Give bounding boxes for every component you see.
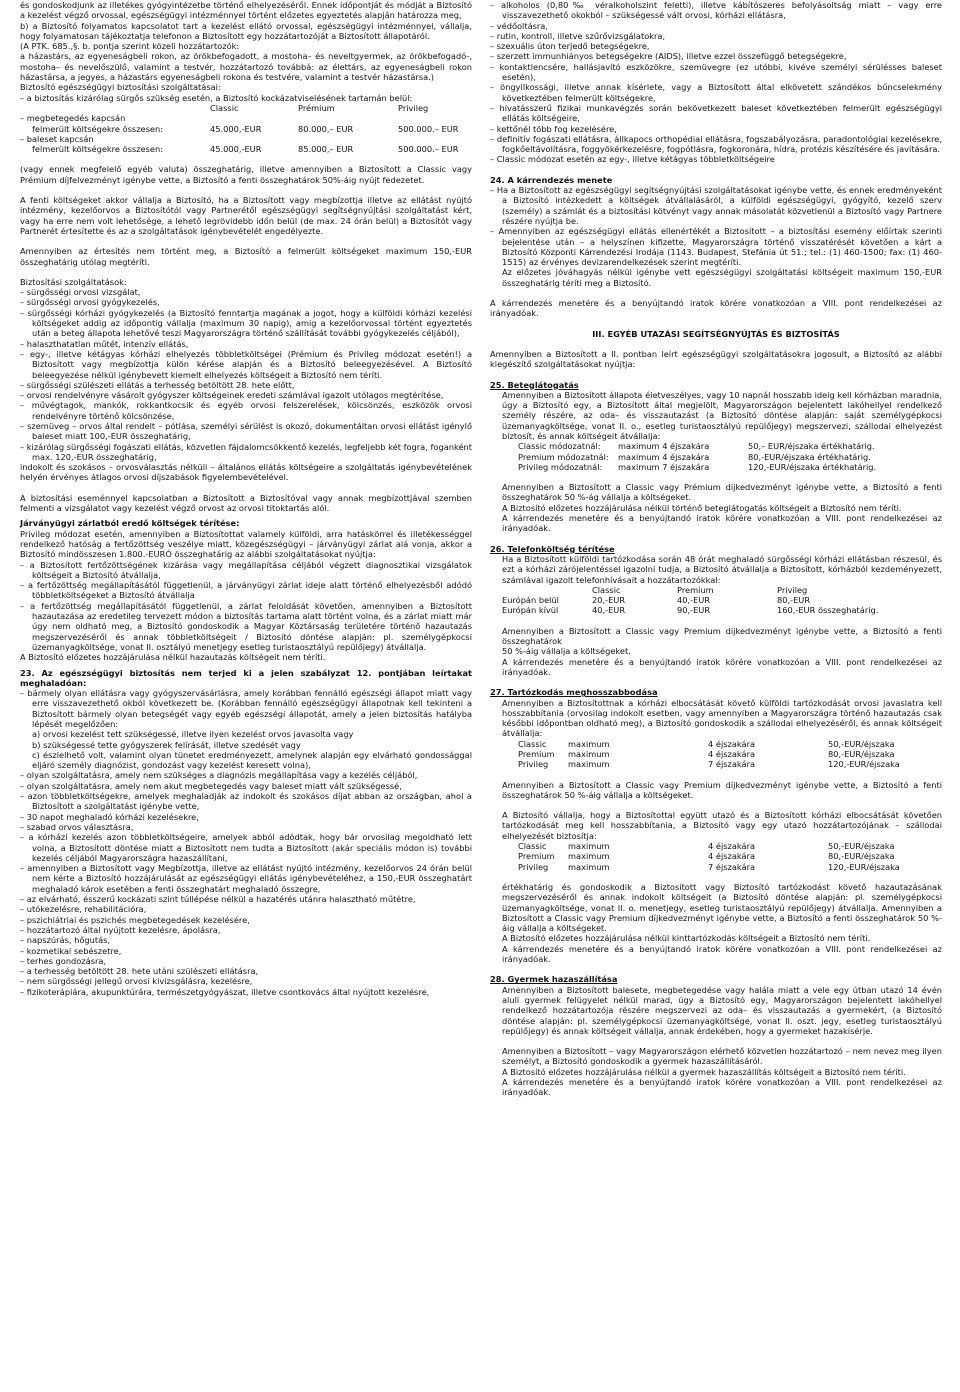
table-header-cell: Premium bbox=[677, 584, 714, 595]
table-cell: 80,-EUR/éjszaka bbox=[828, 851, 895, 862]
table-row bbox=[518, 851, 942, 861]
table-cell: maximum bbox=[568, 841, 610, 852]
list-item: – bármely olyan ellátásra vagy gyógyszervásárlásra, amely korábban fennálló egészségi állapot miatt vagy erre visszavezethető okból következett be. (Korábban fennálló egészségügyi állapotnak kell tekinteni a Biztosított bármely olyan betegségét vagy egyéb egészségi állapotát, amely a jelen biztosítás hatályba lépését megelőzően: bbox=[20, 688, 472, 729]
table-cell: Classic bbox=[518, 841, 547, 852]
paragraph: Biztosító egészségügyi biztosítási szolgáltatásai: bbox=[20, 82, 221, 93]
table-cell: maximum bbox=[568, 861, 610, 872]
list-item: – szabad orvos választásra, bbox=[20, 821, 134, 832]
table-row bbox=[518, 452, 942, 462]
table-header-cell: Classic bbox=[592, 584, 621, 595]
paragraph: Az előzetes jóváhagyás nélkül igénybe vett egészségügyi szolgáltatási költségeit maximum 150,-EUR összeghatárig téríti meg a Biztosító. bbox=[502, 267, 942, 288]
table-cell: 40,-EUR bbox=[592, 605, 626, 616]
paragraph: Amennyiben a Biztosított a Classic vagy Premium díjkedvezményt igénybe vette, a Biztosító a fenti összeghatárok 50 %-áig vállalja a költségeket. bbox=[502, 779, 942, 800]
col-premium: Prémium bbox=[298, 102, 335, 113]
table-cell: Privileg módozatnál: bbox=[518, 461, 603, 472]
table-cell: 120,-EUR/éjszaka bbox=[828, 861, 900, 872]
section-heading: 27. Tartózkodás meghosszabbodása bbox=[490, 687, 658, 698]
list-item: – definitív fogászati ellátásra, állkapocs orthopédiai ellátásra, fogszabályozásra, paradontológiai kezelésekre, fogkőeltávolításra, foggyökérkezelésre, fogpótlásra, fogkoronára, hídra, protézis készítésére és javítására. bbox=[490, 133, 942, 155]
table-row bbox=[502, 605, 942, 615]
paragraph: Amennyiben a Biztosított állapota életveszélyes, vagy 10 napnál hosszabb ideig kell kórházban maradnia, úgy a Biztosító egy, a Biztosított által megjelölt, Magyarországon bejelentett lakóhellyel rendelkező személy részére, az oda– és visszautazást (a Biztosító döntése alapján: saját személygépkocsi üzemanyagköltsége, vonat II. o., esetleg turistaosztályú repülőjegy) megszervezi, szállodai elhelyezést biztosít, és annak költségeit átvállalja: bbox=[502, 389, 942, 441]
list-item: – hivatásszerű fizikai munkavégzés során bekövetkezett baleset következtében felmerült egészségügyi ellátás költségeire, bbox=[490, 102, 942, 124]
table-cell: maximum bbox=[568, 738, 610, 749]
list-item: – szemüveg – orvos által rendelt – pótlása, személyi sérülést is okozó, dokumentáltan orvosi ellátást igénylő baleset miatt 100,-EUR összeghatárig, bbox=[20, 420, 472, 442]
paragraph: Amennyiben a Biztosítottnak a kórházi elbocsátását követő külföldi tartózkodását orvosi javaslatra kell hosszabbítania (orvosilag indokolt esetben, vagy amennyiben a Magyarországra történő hazautazás csak későbbi időpontban oldható meg), a Biztosító gondoskodik a szállodai elhelyezéséről, és annak költségeit átvállalja: bbox=[502, 697, 942, 739]
visit-limits-table bbox=[490, 441, 942, 472]
limit-text: felmerült költségekre összesen: bbox=[32, 123, 164, 134]
companion-limits-table bbox=[490, 841, 942, 872]
list-item: – az elvárható, ésszerű kockázati szint túllépése nélkül a hazatérés utánra halasztható műtétre, bbox=[20, 894, 416, 905]
list-item: – nem sürgősségi jellegű orvosi kivizsgálásra, kezelésre, bbox=[20, 976, 253, 987]
list-item: – a kórházi kezelés azon többletköltségeire, amelyek abból adódtak, hogy bár orvosilag megoldható lett volna, a Biztosított döntése miatt a Biztosított nem tudta a Biztosított (akár speciális módon is) további kezelés céljából Magyarországra hazaszállítani, bbox=[20, 832, 472, 863]
table-cell: Classic bbox=[518, 738, 547, 749]
paragraph: A kárrendezés menetére és a benyújtandó iratok körére vonatkozóan a VIII. pont rendelkezései az irányadóak. bbox=[490, 298, 942, 319]
table-cell: Premium bbox=[518, 749, 555, 759]
list-item: – szerzett immunhiányos betegségekre (AIDS), illetve ezzel összefüggő betegségekre, bbox=[490, 51, 847, 62]
list-item: – a terhesség betöltött 28. hete utáni szülészeti ellátásra, bbox=[20, 966, 259, 977]
list-item: – hozzátartozó által nyújtott kezelésre, ápolásra, bbox=[20, 924, 221, 935]
table-cell: 50,-EUR/éjszaka bbox=[828, 841, 895, 852]
list-item: – alkoholos (0,80‰ véralkoholszint feletti), illetve kábítószeres befolyásoltság miatt – vagy erre visszavezethető okokból – szükségessé vált orvosi, kórházi ellátásra, bbox=[490, 0, 942, 21]
limits-row bbox=[20, 144, 472, 154]
table-row bbox=[518, 441, 942, 451]
limit-label: – baleset kapcsán bbox=[20, 133, 94, 144]
list-item: – sürgősségi orvosi gyógykezelés, bbox=[20, 297, 160, 308]
table-cell: Privileg bbox=[518, 861, 549, 872]
table-cell: 20,-EUR bbox=[592, 595, 626, 606]
table-row bbox=[518, 749, 942, 759]
phone-limits-table bbox=[490, 585, 942, 616]
table-cell: Premium bbox=[518, 851, 555, 862]
paragraph: A biztosítási eseménnyel kapcsolatban a Biztosított a Biztosítóval vagy annak megbízottjával szemben felmenti a vizsgálatot vagy kezelést végző orvost az orvosi titoktartás alól. bbox=[20, 492, 472, 514]
table-cell: Privileg bbox=[518, 759, 549, 770]
table-cell: 160,-EUR összeghatárig. bbox=[777, 605, 879, 616]
list-item: – olyan szolgáltatásra, amely nem akut megbetegedés vagy baleset miatt vált szükségessé, bbox=[20, 780, 402, 791]
list-item: – a biztosítás kizárólag sürgős szükség esetén, a Biztosító kockázatviselésének tartamán belül: bbox=[20, 92, 413, 103]
right-column bbox=[490, 0, 942, 1098]
list-item: – olyan szolgáltatásra, amely nem szükséges a diagnózis megállapítása vagy a kezelés céljából, bbox=[20, 770, 418, 781]
table-cell: 90,-EUR bbox=[677, 605, 711, 616]
table-cell: Premium módozatnál: bbox=[518, 451, 609, 462]
limits-header-row bbox=[20, 103, 472, 113]
table-header-cell: Privileg bbox=[777, 584, 808, 595]
list-item: – Ha a Biztosított az egészségügyi segítségnyújtási szolgáltatásokat igénybe vette, és ennek eredményeként a Biztosító intézkedett a költségek átvállalásáról, a külföldi egészségügyi, gyógyító, kezelő szerv (személy) a számlát és a biztosítási kötvényt vagy annak másolatát közvetlenül a Biztosító vagy Partnere részére nyújtja be. bbox=[490, 185, 942, 226]
list-item: – egy-, illetve kétágyas kórházi elhelyezés többletköltségei (Prémium és Privileg módozat esetén!) a Biztosított vagy megbízottja külön kérése alapján és a Biztosító beleegyezésével. A Biztosító beleegyezése nélkül igénybevett kiemelt elhelyezés költségeit a Biztosító nem téríti. bbox=[20, 348, 472, 380]
table-cell: 4 éjszakára bbox=[708, 841, 756, 852]
table-cell: maximum 7 éjszakára bbox=[618, 461, 710, 472]
limits-row bbox=[20, 124, 472, 134]
paragraph: A Biztosító előzetes hozzájárulása nélkül hazautazás költségeit nem téríti. bbox=[20, 652, 326, 663]
table-cell: maximum 4 éjszakára bbox=[618, 441, 710, 452]
table-cell: 80,-EUR bbox=[777, 595, 811, 606]
paragraph: A kárrendezés menetére és a benyújtandó iratok körére vonatkozóan a VIII. pont rendelkezései az irányadóak. bbox=[502, 1077, 942, 1098]
table-cell: 7 éjszakára bbox=[708, 759, 756, 770]
limit-text: felmerült költségekre összesen: bbox=[32, 144, 164, 155]
table-cell: 7 éjszakára bbox=[708, 861, 756, 872]
paragraph: a házastárs, az egyeneságbeli rokon, az örökbefogadott, a mostoha– és neveltgyermek, az örökbefogadó-, mostoha– és nevelőszülő, valamint a testvér, hozzátartozó továbbá: az élettárs, az egyeneságbeli rokon házastársa, a jegyes, a házastárs egyeneságbeli rokona és testvére, valamint a testvér házastársa.) bbox=[20, 51, 472, 83]
list-item: c) észlelhető volt, valamint olyan tünetet eredményezett, amelynek alapján egy elvárható gondossággal eljáró személy diagnózist, gondozást vagy kezelést keresett volna), bbox=[32, 749, 472, 771]
table-cell: 50,– EUR/éjszaka értékhatárig. bbox=[748, 441, 875, 452]
list-item: – szexuális úton terjedő betegségekre, bbox=[490, 41, 650, 52]
limit-privileg: 500.000.– EUR bbox=[398, 144, 459, 155]
list-item: – védőoltásra, bbox=[490, 20, 548, 31]
limit-classic: 45.000,-EUR bbox=[210, 144, 262, 155]
paragraph: Amennyiben a Biztosított a II. pontban leírt egészségügyi szolgáltatásokra jogosult, a Biztosító az alábbi kiegészítő szolgáltatásokat nyújtja: bbox=[490, 348, 942, 370]
list-item: – amennyiben a Biztosított vagy Megbízottja, illetve az ellátást nyújtó intézmény, kezelőorvos 24 órán belül nem kérte a Biztosító hozzájárulását az egészségügyi ellátás igénybevételéhez, a 150,-EUR összeghatárt meghaladó károk esetében a fenti összeghatárt meghaladó összegre, bbox=[20, 863, 472, 894]
section-heading: 24. A kárrendezés menete bbox=[490, 174, 613, 185]
left-column bbox=[20, 0, 472, 997]
col-privileg: Privileg bbox=[398, 102, 429, 113]
stay-limits-table bbox=[490, 739, 942, 770]
paragraph: Ha a Biztosított külföldi tartózkodása során 48 órát meghaladó sürgősségi kórházi ellátásban részesül, és ezt a kórházi zárójelentéssel igazolni tudja, a Biztosító átvállalja a Biztosított, kórházból kezdeményezett, számlával igazolt telefonhívásait a hozzátartozókkal: bbox=[502, 553, 942, 585]
list-item: – öngyilkossági, illetve annak kísérlete, vagy a Biztosított által elkövetett szándékos bűncselekmény következtében felmerült költségekre, bbox=[490, 82, 942, 103]
paragraph: (vagy ennek megfelelő egyéb valuta) összeghatárig, illetve amennyiben a Biztosított a Classic vagy Prémium díjfelvezményt igénybe vette, a Biztosító a fenti összeghatárok 50%-áig nyújt fedezetet. bbox=[20, 164, 472, 185]
table-cell: maximum bbox=[568, 749, 610, 759]
paragraph: Amennyiben a Biztosított – vagy Magyarországon elérhető közvetlen hozzátartozó – nem nevez meg ilyen személyt, a Biztosító gondoskodik a gyermek hazaszállításáról. bbox=[502, 1046, 942, 1067]
table-cell: 4 éjszakára bbox=[708, 851, 756, 862]
section-heading: 26. Telefonköltség térítése bbox=[490, 543, 615, 554]
list-item: – kozmetikai sebészetre, bbox=[20, 945, 122, 956]
list-item: – művégtagok, mankók, rokkantkocsik és egyéb orvosi felszerelések, kölcsönzés, eszközök orvosi rendelvényre történő kölcsönzése, bbox=[20, 400, 472, 421]
list-item: a) orvosi kezelést tett szükségessé, illetve ilyen kezelést orvos javasolta vagy bbox=[32, 729, 354, 740]
paragraph: b) a Biztosító folyamatos kapcsolatot tart a kezelést ellátó orvossal, egészségügyi intézménnyel, vállalja, hogy folyamatosan tájékoztatja telefonon a Biztosított egy hozzátartozóját a Biztosított állapotáról. bbox=[20, 20, 472, 41]
paragraph: A Biztosító előzetes hozzájárulása nélkül a gyermek hazaszállítás költségeit a Biztosító nem téríti. bbox=[502, 1066, 906, 1077]
table-row bbox=[518, 462, 942, 472]
list-item: – napszúrás, hőgutás, bbox=[20, 935, 111, 946]
list-item: – a Biztosított fertőzöttségének kizárása vagy megállapítása céljából végzett diagnosztikai vizsgálatok költségeit a Biztosító átvállalja, bbox=[20, 559, 472, 580]
table-cell: maximum 4 éjszakára bbox=[618, 451, 710, 462]
list-item: – kizárólag sürgősségi fogászati ellátás, közvetlen fájdalomcsökkentő kezelés, legfeljebb két fogra, foganként max. 120,-EUR összeghatárig, bbox=[20, 441, 472, 462]
list-item: – 30 napot meghaladó kórházi kezelésekre, bbox=[20, 811, 199, 822]
paragraph: A kárrendezés menetére és a benyújtandó iratok körére vonatkozóan a VIII. pont rendelkezései az irányadóak. bbox=[502, 513, 942, 534]
list-item: – Amennyiben az egészségügyi ellátás ellenértékét a Biztosított – a biztosítási esemény előírtak szerinti bejelentése után – a helyszínen kifizette, Magyarországra történő visszatérését követően a kárt a Biztosító Központi Kárrendezési Irodája (1143. Budapest, Stefánia út 51.; tel.: (1) 460-1500; fax: (1) 460-1515) az érvényes devizarendelkezések szerint megtéríti. bbox=[490, 226, 942, 268]
table-cell: 80,-EUR/éjszaka bbox=[828, 749, 895, 759]
list-item: – Classic módozat esetén az egy-, illetve kétágyas többletköltségeire bbox=[490, 154, 775, 165]
table-header-row bbox=[502, 585, 942, 595]
paragraph: Amennyiben az értesítés nem történt meg, a Biztosító a felmerült költségeket maximum 150,-EUR összeghatárig utólag megtéríti. bbox=[20, 246, 472, 267]
paragraph: értékhatárig és gondoskodik a Biztosított vagy Biztosító tartózkodást követő hazautazásának megszervezéséről és annak indokolt költségeit (a Biztosító döntése alapján: pl. személygépkocsi üzemanyagköltsége, vonat II. o. menetjegy, esetleg turistaosztályú repülőjegy) átvállalja. Amennyiben a Biztosított a Classic vagy Premium díjkedvezményt igénybe vette, a Biztosító a fenti összeghatárok 50 %-áig vállalja a költségeket. bbox=[502, 881, 942, 934]
table-row bbox=[518, 862, 942, 872]
list-item: – terhes gondozásra, bbox=[20, 955, 107, 966]
list-item: – fizikoterápiára, akupunktúrára, természetgyógyászat, illetve csontkovács által nyújtott kezelésre, bbox=[20, 986, 430, 997]
col-classic: Classic bbox=[210, 102, 239, 113]
limit-label: – megbetegedés kapcsán bbox=[20, 113, 126, 124]
table-cell: maximum bbox=[568, 759, 610, 770]
table-cell: 50,-EUR/éjszaka bbox=[828, 738, 895, 749]
list-item: – kettőnél több fog kezelésére, bbox=[490, 123, 617, 134]
paragraph: A fenti költségeket akkor vállalja a Biztosító, ha a Biztosított vagy megbízottja illetve az ellátást nyújtó intézmény, kezelőorvos a Biztosítótól vagy Partnerétől egészségügyi segítségnyújtási szolgáltatást kért, vagy ha erre nem volt lehetősége, a lehető legrövidebb időn belül (de max. 24 órán belül) a Biztosítót vagy Partnerét értesítette és az a szolgáltatások igénybevételét engedélyezte. bbox=[20, 195, 472, 236]
list-item: – azon többletköltségekre, amelyek meghaladják az indokolt és szokásos díjat abban az országban, ahol a Biztosított a szolgáltatást igénybe vette, bbox=[20, 791, 472, 812]
paragraph: A kárrendezés menetére és a benyújtandó iratok körére vonatkozóan a VIII. pont rendelkezései az irányadóak. bbox=[502, 943, 942, 965]
paragraph: Amennyiben a Biztosított a Classic vagy Premium díjkedvezményt igénybe vette, a Biztosító a fenti összeghatárok bbox=[502, 625, 942, 647]
section-heading: 25. Beteglátogatás bbox=[490, 379, 579, 390]
list-item: – a fertőzöttség megállapításától függetlenül, a zárlat feloldását követően, amennyiben a Biztosított hazautazása az eredetileg tervezett módon a biztosítás tartama alatt történt volna, és a zárlat miatt már úgy nem oldható meg, a Biztosító gondoskodik a Magyar Köztársaság területére történő hazautazás megszervezéséről és annak többletköltségeit / Biztosító döntése alapján: pl. személygépkocsi üzemanyagköltsége, vonat II. osztályú menetjegy esetleg turistaosztályú repülőjegy) átvállalja. bbox=[20, 600, 472, 652]
limits-row-label bbox=[20, 113, 472, 123]
limits-row-label bbox=[20, 134, 472, 144]
section-heading: 28. Gyermek hazaszállítása bbox=[490, 974, 618, 985]
paragraph: A Biztosító előzetes hozzájárulása nélkül kinttartózkodás költségeit a Biztosító nem téríti. bbox=[502, 933, 871, 944]
table-cell: Classic módozatnál: bbox=[518, 441, 601, 452]
paragraph: és gondoskodjunk az illetékes gyógyintézetbe történő elhelyezéséről. Ennek időpontját és módját a Biztosító a kezelést végző orvossal, egészségügyi intézménnyel történt előzetes egyeztetés alapján határozza meg, bbox=[20, 0, 472, 21]
table-cell: 4 éjszakára bbox=[708, 738, 756, 749]
table-cell: 120,-EUR/éjszaka értékhatárig. bbox=[748, 461, 877, 472]
paragraph: A kárrendezés menetére és a benyújtandó iratok körére vonatkozóan a VIII. pont rendelkezései az irányadóak. bbox=[502, 656, 942, 677]
table-cell: maximum bbox=[568, 851, 610, 862]
paragraph: Amennyiben a Biztosított a Classic vagy Prémium díjkedvezményt igénybe vette, a Biztosító a fenti összeghatárok 50 %-ág vállalja a költségeket. bbox=[502, 482, 942, 503]
list-item: – halaszthatatlan műtét, intenzív ellátás, bbox=[20, 338, 189, 349]
list-item: – orvosi rendelvényre vásárolt gyógyszer költségeinek eredeti számlával igazolt utólagos megtérítése, bbox=[20, 390, 444, 401]
paragraph: indokolt és szokásos – orvosválasztás nélküli – általános ellátás költségeire a szolgáltatás igénybevételének helyén érvényes átlagos orvosi díjszabások figyelembevételével. bbox=[20, 462, 472, 483]
paragraph: Privileg módozat esetén, amennyiben a Biztosítottat valamely külföldi, arra hatáskörrel és illetékességgel rendelkező hatóság a fertőzöttség veszélye miatt, közegészségügyi – járványügyi zárlat alá vonja, akkor a Biztosító mindösszesen 1.800.-EURÓ összeghatárig az alábbi szolgáltatásokat nyújtja: bbox=[20, 528, 472, 560]
paragraph: A Biztosító vállalja, hogy a Biztosítottal együtt utazó és a Biztosított kórházi elbocsátását követően tartózkodását meg kell hosszabbítania, a Biztosító vagy egy utazó hozzátartozójának – szállodai elhelyezését biztosítja: bbox=[502, 810, 942, 841]
list-item: – pszichiátriai és pszichés megbetegedések kezelésére, bbox=[20, 914, 250, 925]
paragraph: A Biztosító előzetes hozzájárulása nélkül történő beteglátogatás költségeit a Biztosító nem téríti. bbox=[502, 502, 902, 513]
section-subtitle: Biztosítási szolgáltatások: bbox=[20, 276, 127, 287]
table-cell: 40,-EUR bbox=[677, 595, 711, 606]
list-item: – utókezelésre, rehabilitációra, bbox=[20, 904, 147, 915]
table-cell: Európán kívül bbox=[502, 605, 559, 616]
table-row bbox=[518, 739, 942, 749]
paragraph: Amennyiben a Biztosított balesete, megbetegedése vagy halála miatt a vele egy útban utazó 14 évén aluli gyermek felügyelet nélkül marad, úgy a Biztosító egy, Magyarországon bejelentett lakóhellyel rendelkező hozzátartozója részére megszervezi az oda– és visszautazás a gyermekért, (a Biztosító döntése alapján: pl. személygépkocsi üzemanyagköltsége, vonat II. oszt. jegy, esetleg turistaosztályú repülőjegy) és annak költségeit vállalja, annak érdekében, hogy a gyermeket hazakísérje. bbox=[502, 984, 942, 1036]
list-item: – sürgősségi szülészeti ellátás a terhesség betöltött 28. hete előtt, bbox=[20, 379, 295, 390]
list-item: – sürgősségi kórházi gyógykezelés (a Biztosító fenntartja magának a jogot, hogy a külföldi kórházi kezelési költségeket addig az időpontig vállalja (maximum 30 napig), amig a kezelőorvossal történt egyeztetés után a beteg állapota lehetővé teszi Magyarországra történő szállítását további gyógykezelés céljából), bbox=[20, 307, 472, 339]
table-row bbox=[518, 759, 942, 769]
section-subtitle: Járványügyi zárlatból eredő költségek térítése: bbox=[20, 518, 240, 529]
section-heading: 23. Az egészségügyi biztosítás nem terjed ki a jelen szabályzat 12. pontjában leírtakat meghaladóan: bbox=[20, 667, 472, 688]
table-row bbox=[502, 595, 942, 605]
list-item: – rutin, kontroll, illetve szűrővizsgálatokra, bbox=[490, 30, 666, 41]
limit-classic: 45.000,-EUR bbox=[210, 123, 262, 134]
table-row bbox=[518, 841, 942, 851]
table-cell: 4 éjszakára bbox=[708, 749, 756, 759]
limit-privileg: 500.000.– EUR bbox=[398, 123, 459, 134]
limit-premium: 80.000,– EUR bbox=[298, 123, 354, 134]
table-cell: Európán belül bbox=[502, 595, 559, 606]
coverage-limits-table bbox=[20, 103, 472, 154]
list-item: b) szükségessé tette gyógyszerek felírását, illetve szedését vagy bbox=[32, 739, 301, 750]
list-item: – sürgősségi orvosi vizsgálat, bbox=[20, 287, 141, 298]
list-item: – kontaktlencsére, hallásjavító eszközökre, szemüvegre (ez utóbbi, kivéve személyi sérülésses baleset esetén), bbox=[490, 61, 942, 83]
paragraph: 50 %-áig vállalja a költségeket. bbox=[502, 646, 631, 657]
table-cell: 80,-EUR/éjszaka értékhatárig. bbox=[748, 451, 871, 462]
part-title: III. EGYÉB UTAZÁSI SEGÍTSÉGNYÚJTÁS ÉS BIZTOSÍTÁS bbox=[592, 328, 840, 339]
list-item: – a fertőzöttség megállapításától függetlenül, a járványügyi zárlat ideje alatt történő elhelyezésből adódó többletköltségeket a Biztosító átvállalja bbox=[20, 580, 472, 601]
limit-premium: 85.000,– EUR bbox=[298, 144, 354, 155]
table-cell: 120,-EUR/éjszaka bbox=[828, 759, 900, 770]
paragraph: (A PTK. 685.,§. b. pontja szerint közeli hozzátartozók: bbox=[20, 41, 240, 52]
